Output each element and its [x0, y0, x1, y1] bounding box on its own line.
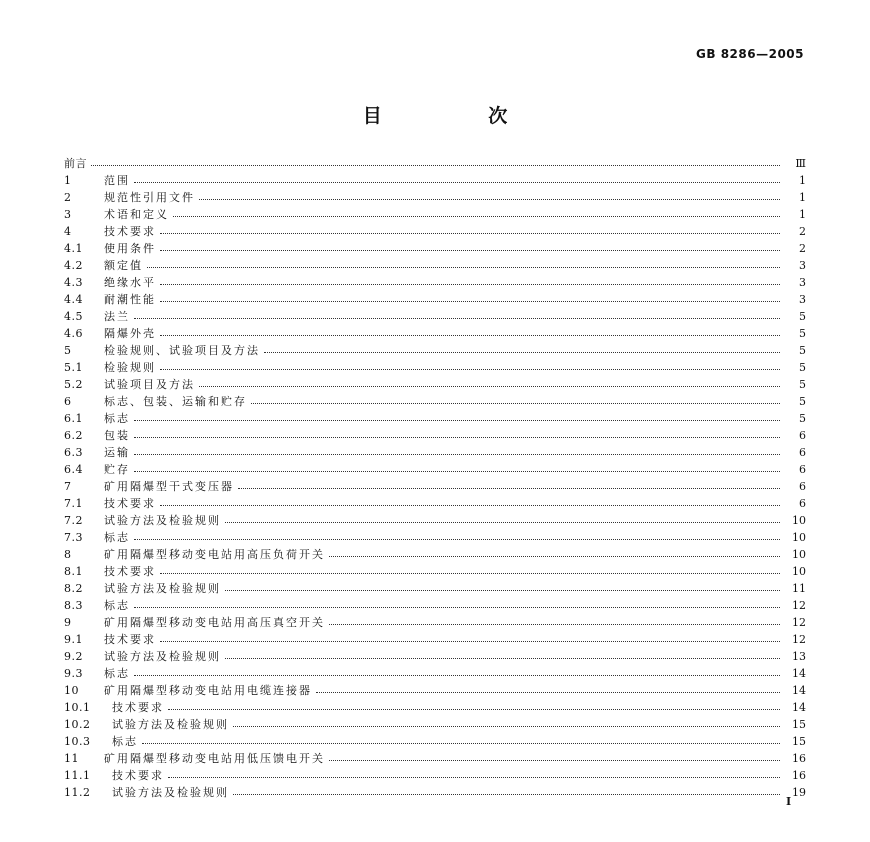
- toc-entry-label: 标志: [104, 531, 130, 544]
- toc-entry-page: 19: [792, 786, 806, 799]
- toc-entry-number: 前言: [64, 157, 87, 170]
- toc-entry-number: 5: [64, 344, 72, 357]
- page-title: 目 次: [362, 105, 558, 127]
- toc-entry-label: 耐潮性能: [104, 293, 156, 306]
- toc-entry-page: 5: [799, 412, 806, 425]
- toc-entry-label: 绝缘水平: [104, 276, 156, 289]
- toc-entry-label: 检验规则、试验项目及方法: [104, 344, 260, 357]
- toc-entry-number: 10.3: [64, 735, 91, 748]
- toc-entry[interactable]: [64, 427, 806, 444]
- toc-entry-number: 6.1: [64, 412, 83, 425]
- toc-entry-number: 7.3: [64, 531, 83, 544]
- toc-entry-page: 14: [792, 701, 806, 714]
- toc-entry-page: 6: [799, 429, 806, 442]
- toc-entry-label: 试验方法及检验规则: [112, 786, 229, 799]
- toc-entry[interactable]: [64, 393, 806, 410]
- toc-entry[interactable]: [64, 597, 806, 614]
- toc-leader-dots: [225, 590, 780, 591]
- toc-entry[interactable]: [64, 648, 806, 665]
- toc-entry[interactable]: [64, 733, 806, 750]
- toc-entry-label: 试验项目及方法: [104, 378, 195, 391]
- toc-entry-number: 3: [64, 208, 72, 221]
- toc-entry-page: 3: [799, 276, 806, 289]
- toc-entry[interactable]: [64, 580, 806, 597]
- toc-entry[interactable]: [64, 376, 806, 393]
- toc-leader-dots: [134, 318, 780, 319]
- toc-entry-label: 技术要求: [104, 497, 156, 510]
- toc-entry-label: 矿用隔爆型移动变电站用电缆连接器: [104, 684, 312, 697]
- toc-entry[interactable]: [64, 172, 806, 189]
- toc-entry-label: 检验规则: [104, 361, 156, 374]
- toc-leader-dots: [329, 760, 780, 761]
- toc-entry-page: 10: [792, 565, 806, 578]
- toc-leader-dots: [225, 522, 780, 523]
- toc-leader-dots: [168, 709, 780, 710]
- toc-entry-label: 标志: [104, 667, 130, 680]
- toc-entry-page: 10: [792, 514, 806, 527]
- toc-entry[interactable]: [64, 767, 806, 784]
- toc-entry[interactable]: [64, 614, 806, 631]
- toc-leader-dots: [160, 335, 780, 336]
- toc-entry[interactable]: [64, 512, 806, 529]
- toc-entry[interactable]: [64, 665, 806, 682]
- toc-leader-dots: [134, 607, 780, 608]
- toc-entry-number: 6.3: [64, 446, 83, 459]
- toc-entry-page: 5: [799, 378, 806, 391]
- toc-leader-dots: [160, 505, 780, 506]
- toc-entry-number: 6.4: [64, 463, 83, 476]
- toc-entry[interactable]: [64, 342, 806, 359]
- toc-entry-page: 5: [799, 327, 806, 340]
- toc-entry-label: 技术要求: [112, 769, 164, 782]
- toc-entry[interactable]: [64, 274, 806, 291]
- toc-entry-number: 4.4: [64, 293, 83, 306]
- toc-entry[interactable]: [64, 410, 806, 427]
- toc-entry[interactable]: [64, 631, 806, 648]
- toc-entry-page: 1: [799, 174, 806, 187]
- toc-entry-number: 6.2: [64, 429, 83, 442]
- toc-entry-label: 技术要求: [104, 633, 156, 646]
- toc-leader-dots: [160, 233, 780, 234]
- document-code: GB 8286—2005: [696, 47, 804, 61]
- toc-entry[interactable]: [64, 206, 806, 223]
- toc-leader-dots: [329, 624, 780, 625]
- toc-entry-page: 14: [792, 684, 806, 697]
- toc-entry-number: 9.2: [64, 650, 83, 663]
- toc-entry-page: 12: [792, 616, 806, 629]
- toc-entry-label: 范围: [104, 174, 130, 187]
- toc-entry-number: 9.3: [64, 667, 83, 680]
- toc-leader-dots: [147, 267, 780, 268]
- toc-entry-number: 1: [64, 174, 72, 187]
- toc-entry-label: 试验方法及检验规则: [104, 582, 221, 595]
- toc-entry-label: 标志: [104, 599, 130, 612]
- toc-entry-page: 15: [792, 718, 806, 731]
- toc-entry-page: 5: [799, 395, 806, 408]
- toc-entry-label: 隔爆外壳: [104, 327, 156, 340]
- toc-entry[interactable]: [64, 308, 806, 325]
- toc-entry-label: 规范性引用文件: [104, 191, 195, 204]
- toc-leader-dots: [225, 658, 780, 659]
- toc-entry[interactable]: [64, 682, 806, 699]
- toc-entry-number: 10: [64, 684, 79, 697]
- toc-entry-page: 3: [799, 293, 806, 306]
- toc-entry-number: 4.5: [64, 310, 83, 323]
- toc-entry-label: 试验方法及检验规则: [104, 514, 221, 527]
- toc-entry[interactable]: [64, 563, 806, 580]
- toc-entry[interactable]: [64, 546, 806, 563]
- toc-entry-label: 使用条件: [104, 242, 156, 255]
- toc-entry-label: 术语和定义: [104, 208, 169, 221]
- toc-entry-page: 1: [799, 208, 806, 221]
- toc-leader-dots: [233, 726, 780, 727]
- page-number: I: [786, 795, 792, 808]
- toc-entry[interactable]: [64, 699, 806, 716]
- toc-entry-number: 10.2: [64, 718, 91, 731]
- toc-entry-number: 4.3: [64, 276, 83, 289]
- toc-entry-label: 包装: [104, 429, 130, 442]
- toc-entry-page: 5: [799, 310, 806, 323]
- toc-leader-dots: [233, 794, 780, 795]
- toc-entry-page: 5: [799, 344, 806, 357]
- toc-leader-dots: [160, 641, 780, 642]
- toc-entry-number: 8.3: [64, 599, 83, 612]
- toc-entry-label: 运输: [104, 446, 130, 459]
- toc-entry-page: 5: [799, 361, 806, 374]
- toc-entry-label: 试验方法及检验规则: [112, 718, 229, 731]
- toc-leader-dots: [199, 199, 780, 200]
- toc-entry-number: 4: [64, 225, 72, 238]
- toc-leader-dots: [316, 692, 780, 693]
- toc-entry-number: 8.1: [64, 565, 83, 578]
- toc-entry-page: 1: [799, 191, 806, 204]
- toc-entry[interactable]: [64, 359, 806, 376]
- toc-leader-dots: [329, 556, 780, 557]
- toc-entry[interactable]: [64, 716, 806, 733]
- toc-leader-dots: [160, 301, 780, 302]
- toc-entry-page: 10: [792, 548, 806, 561]
- toc-entry-label: 技术要求: [104, 225, 156, 238]
- toc-leader-dots: [160, 369, 780, 370]
- toc-entry-number: 4.2: [64, 259, 83, 272]
- toc-entry-page: Ⅲ: [795, 157, 806, 170]
- toc-leader-dots: [199, 386, 780, 387]
- toc-entry-page: 12: [792, 633, 806, 646]
- toc-entry-label: 额定值: [104, 259, 143, 272]
- toc-entry-page: 6: [799, 480, 806, 493]
- toc-entry-page: 6: [799, 497, 806, 510]
- toc-entry[interactable]: [64, 529, 806, 546]
- toc-entry-label: 标志、包装、运输和贮存: [104, 395, 247, 408]
- toc-entry-number: 4.6: [64, 327, 83, 340]
- toc-entry-page: 6: [799, 446, 806, 459]
- toc-leader-dots: [168, 777, 780, 778]
- toc-entry[interactable]: [64, 257, 806, 274]
- toc-entry-label: 法兰: [104, 310, 130, 323]
- toc-entry-number: 4.1: [64, 242, 83, 255]
- toc-entry[interactable]: [64, 189, 806, 206]
- toc-entry[interactable]: [64, 325, 806, 342]
- toc-entry-label: 技术要求: [104, 565, 156, 578]
- toc-entry[interactable]: [64, 750, 806, 767]
- toc-entry-number: 11: [64, 752, 79, 765]
- toc-entry-page: 15: [792, 735, 806, 748]
- toc-entry-number: 7: [64, 480, 72, 493]
- toc-entry-label: 试验方法及检验规则: [104, 650, 221, 663]
- toc-entry-page: 16: [792, 769, 806, 782]
- toc-entry-number: 5.2: [64, 378, 83, 391]
- toc-entry-page: 3: [799, 259, 806, 272]
- toc-entry[interactable]: [64, 240, 806, 257]
- toc-leader-dots: [264, 352, 780, 353]
- toc-entry-number: 11.2: [64, 786, 91, 799]
- toc-entry-number: 5.1: [64, 361, 83, 374]
- toc-entry-label: 矿用隔爆型移动变电站用高压负荷开关: [104, 548, 325, 561]
- toc-entry-number: 9.1: [64, 633, 83, 646]
- toc-entry[interactable]: [64, 784, 806, 801]
- toc-leader-dots: [238, 488, 780, 489]
- toc-entry-label: 矿用隔爆型干式变压器: [104, 480, 234, 493]
- toc-entry[interactable]: [64, 495, 806, 512]
- toc-leader-dots: [134, 675, 780, 676]
- toc-entry-number: 8.2: [64, 582, 83, 595]
- toc-entry-page: 2: [799, 242, 806, 255]
- toc-leader-dots: [251, 403, 780, 404]
- toc-entry-label: 矿用隔爆型移动变电站用低压馈电开关: [104, 752, 325, 765]
- toc-entry-page: 14: [792, 667, 806, 680]
- toc-entry-number: 10.1: [64, 701, 91, 714]
- toc-leader-dots: [160, 250, 780, 251]
- toc-leader-dots: [173, 216, 780, 217]
- toc-entry-page: 10: [792, 531, 806, 544]
- table-of-contents: [64, 155, 806, 801]
- toc-entry-page: 6: [799, 463, 806, 476]
- toc-leader-dots: [160, 284, 780, 285]
- toc-leader-dots: [134, 420, 780, 421]
- toc-entry-number: 7.2: [64, 514, 83, 527]
- toc-entry-label: 技术要求: [112, 701, 164, 714]
- toc-leader-dots: [134, 539, 780, 540]
- toc-leader-dots: [160, 573, 780, 574]
- toc-entry[interactable]: [64, 444, 806, 461]
- toc-entry[interactable]: [64, 461, 806, 478]
- toc-leader-dots: [134, 471, 780, 472]
- toc-leader-dots: [134, 437, 780, 438]
- toc-entry-label: 矿用隔爆型移动变电站用高压真空开关: [104, 616, 325, 629]
- toc-entry-page: 2: [799, 225, 806, 238]
- toc-entry[interactable]: [64, 223, 806, 240]
- toc-entry-number: 8: [64, 548, 72, 561]
- toc-entry-page: 13: [792, 650, 806, 663]
- toc-entry-label: 标志: [104, 412, 130, 425]
- toc-leader-dots: [142, 743, 780, 744]
- toc-entry-number: 6: [64, 395, 72, 408]
- toc-entry-page: 16: [792, 752, 806, 765]
- toc-entry[interactable]: [64, 478, 806, 495]
- toc-leader-dots: [134, 182, 780, 183]
- toc-leader-dots: [134, 454, 780, 455]
- toc-entry-page: 12: [792, 599, 806, 612]
- toc-entry-number: 9: [64, 616, 72, 629]
- toc-entry-label: 标志: [112, 735, 138, 748]
- toc-entry[interactable]: [64, 291, 806, 308]
- toc-entry-label: 贮存: [104, 463, 130, 476]
- toc-entry-number: 2: [64, 191, 72, 204]
- toc-entry[interactable]: [64, 155, 806, 172]
- toc-entry-number: 7.1: [64, 497, 83, 510]
- toc-leader-dots: [91, 165, 780, 166]
- toc-entry-page: 11: [792, 582, 806, 595]
- toc-entry-number: 11.1: [64, 769, 91, 782]
